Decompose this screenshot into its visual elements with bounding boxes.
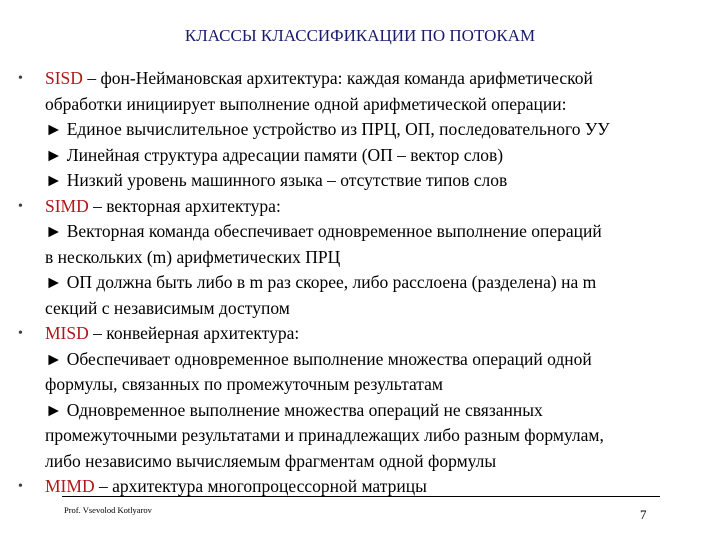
architecture-term: MISD <box>45 323 89 343</box>
list-item-sisd <box>18 66 702 194</box>
item-line: формулы, связанных по промежуточным результатам <box>45 374 443 394</box>
item-line: обработки инициирует выполнение одной арифметической операции: <box>45 93 567 114</box>
item-line: ► ОП должна быть либо в m раз скорее, либо расслоена (разделена) на m <box>45 272 597 292</box>
item-line: ► Единое вычислительное устройство из ПРЦ, ОП, последовательного УУ <box>45 119 610 139</box>
item-line: MISD – конвейерная архитектура: <box>45 323 300 343</box>
item-line: ► Векторная команда обеспечивает одновременное выполнение операций <box>45 221 602 241</box>
bullet-icon: • <box>18 326 23 341</box>
architecture-term: SISD <box>45 68 83 88</box>
item-line: в нескольких (m) арифметических ПРЦ <box>45 246 341 267</box>
item-line: ► Обеспечивает одновременное выполнение множества операций одной <box>45 348 592 369</box>
architecture-term: SIMD <box>45 195 89 216</box>
bullet-icon: • <box>18 198 23 214</box>
list-item-misd <box>18 321 702 474</box>
footer-divider <box>62 496 660 497</box>
slide-title: КЛАССЫ КЛАССИФИКАЦИИ ПО ПОТОКАМ <box>184 26 536 45</box>
list-item-simd <box>18 194 702 322</box>
bullet-icon: • <box>18 71 23 86</box>
item-line: ► Низкий уровень машинного языка – отсутствие типов слов <box>45 170 508 190</box>
item-line: либо независимо вычисляемым фрагментам одной формулы <box>45 450 497 471</box>
bullet-list <box>18 66 702 500</box>
bullet-icon: • <box>18 479 23 494</box>
architecture-term: MIMD <box>45 476 95 496</box>
item-line: ► Одновременное выполнение множества операций не связанных <box>45 399 543 420</box>
footer-author: Prof. Vsevolod Kotlyarov <box>64 505 152 515</box>
page-number: 7 <box>640 507 647 522</box>
item-line: SIMD – векторная архитектура: <box>45 195 281 216</box>
item-line: ► Линейная структура адресации памяти (ОП – вектор слов) <box>45 144 504 165</box>
item-line: MIMD – архитектура многопроцессорной матрицы <box>45 476 427 496</box>
item-line: промежуточными результатами и принадлежащих либо разным формулам, <box>45 425 604 445</box>
item-line: секций с независимым доступом <box>45 297 290 318</box>
item-line: SISD – фон-Неймановская архитектура: каждая команда арифметической <box>45 68 593 88</box>
